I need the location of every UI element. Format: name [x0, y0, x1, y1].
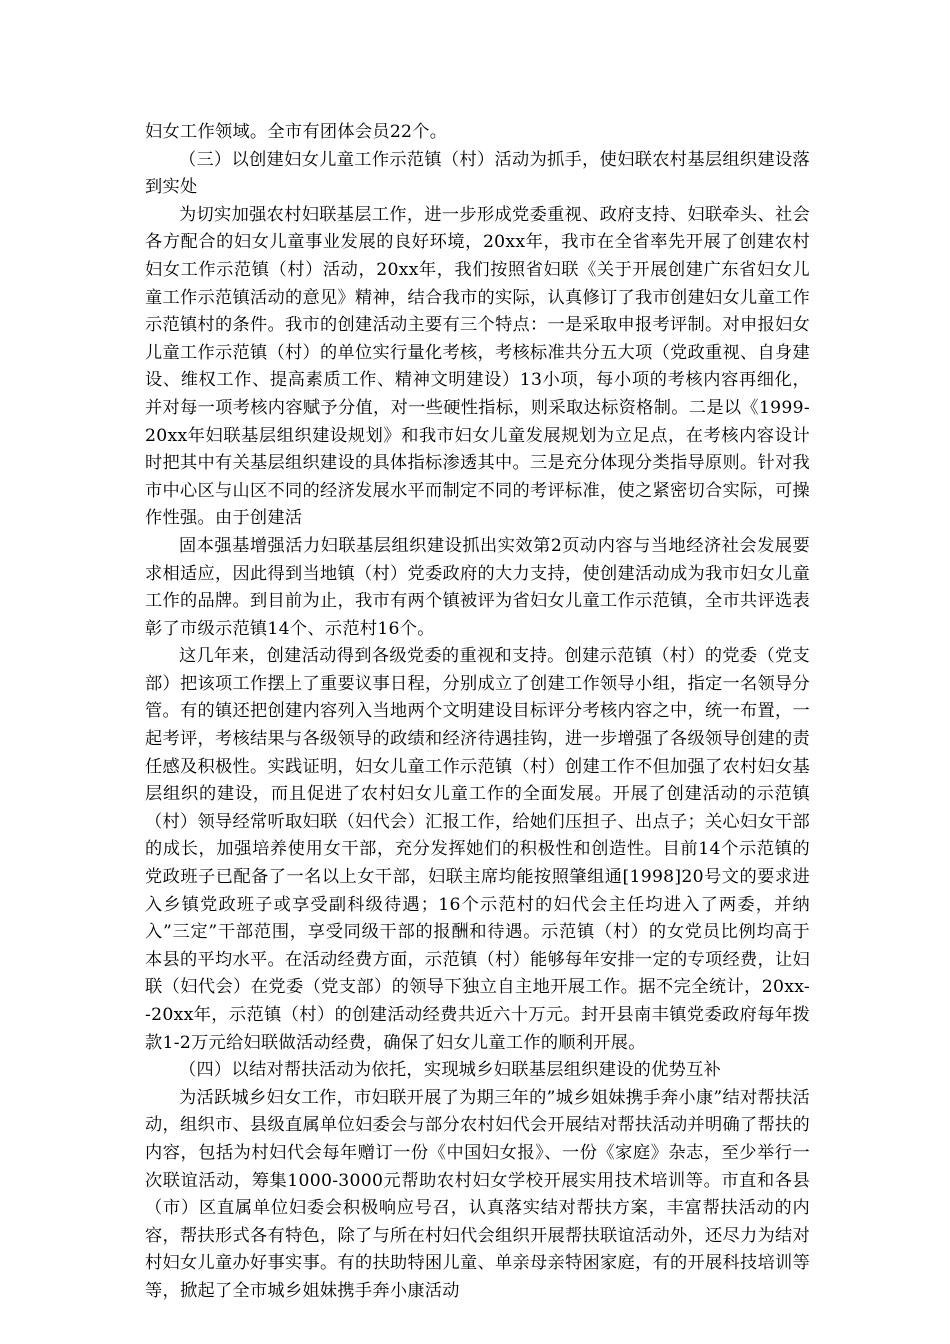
section-heading-four: （四）以结对帮扶活动为依托，实现城乡妇联基层组织建设的优势互补 [179, 1060, 722, 1081]
paragraph-continuation: 妇女工作领域。全市有团体会员22个。 [145, 122, 448, 142]
paragraph-body: 为活跃城乡妇女工作，市妇联开展了为期三年的”城乡姐妹携手奔小康”结对帮扶活动，组织市、县级直属单位妇委会与部分农村妇代会开展结对帮扶活动并明确了帮扶的内容，包括为村妇代会每年赠订一份《中国妇女报》、一份《家庭》杂志，至少举行一次联谊活动，筹集1000-3000元帮助农村妇女学校开展实用技术培训等。市直和各县（市）区直属单位妇委会积极响应号召，认真落实结对帮扶方案，丰富帮扶活动的内容，帮扶形式各有特色，除了与所在村妇代会组织开展帮扶联谊活动外，还尽力为结对村妇女儿童办好事实事。有的扶助特困儿童、单亲母亲特困家庭，有的开展科技培训等等，掀起了全市城乡姐妹携手奔小康活动 [145, 1087, 810, 1301]
document-page [145, 119, 810, 1306]
paragraph-body: 为切实加强农村妇联基层工作，进一步形成党委重视、政府支持、妇联牵头、社会各方配合的妇女儿童事业发展的良好环境，20xx年，我市在全省率先开展了创建农村妇女工作示范镇（村）活动，20xx年，我们按照省妇联《关于开展创建广东省妇女儿童工作示范镇活动的意见》精神，结合我市的实际，认真修订了我市创建妇女儿童工作示范镇村的条件。我市的创建活动主要有三个特点：一是采取申报考评制。对申报妇女儿童工作示范镇（村）的单位实行量化考核，考核标准共分五大项（党政重视、自身建设、维权工作、提高素质工作、精神文明建设）13小项，每小项的考核内容再细化，并对每一项考核内容赋予分值，对一些硬性指标，则采取达标资格制。二是以《1999-20xx年妇联基层组织建设规划》和我市妇女儿童发展规划为立足点，在考核内容设计时把其中有关基层组织建设的具体指标渗透其中。三是充分体现分类指导原则。针对我市中心区与山区不同的经济发展水平而制定不同的考评标准，使之紧密切合实际，可操作性强。由于创建活 [145, 204, 810, 529]
paragraph-body: 固本强基增强活力妇联基层组织建设抓出实效第2页动内容与当地经济社会发展要求相适应，因此得到当地镇（村）党委政府的大力支持，使创建活动成为我市妇女儿童工作的品牌。到目前为止，我市有两个镇被评为省妇女儿童工作示范镇，全市共评选表彰了市级示范镇14个、示范村16个。 [145, 535, 810, 639]
section-heading-three: （三）以创建妇女儿童工作示范镇（村）活动为抓手，使妇联农村基层组织建设落到实处 [145, 149, 810, 198]
paragraph-body: 这几年来，创建活动得到各级党委的重视和支持。创建示范镇（村）的党委（党支部）把该项工作摆上了重要议事日程，分别成立了创建工作领导小组，指定一名领导分管。有的镇还把创建内容列入当地两个文明建设目标评分考核内容之中，统一布置，一起考评，考核结果与各级领导的政绩和经济待遇挂钩，进一步增强了各级领导创建的责任感及积极性。实践证明，妇女儿童工作示范镇（村）创建工作不但加强了农村妇女基层组织的建设，而且促进了农村妇女儿童工作的全面发展。开展了创建活动的示范镇（村）领导经常听取妇联（妇代会）汇报工作，给她们压担子、出点子；关心妇女干部的成长，加强培养使用女干部，充分发挥她们的积极性和创造性。目前14个示范镇的党政班子已配备了一名以上女干部，妇联主席均能按照肇组通[1998]20号文的要求进入乡镇党政班子或享受副科级待遇；16个示范村的妇代会主任均进入了两委，并纳入”三定”干部范围，享受同级干部的报酬和待遇。示范镇（村）的女党员比例均高于本县的平均水平。在活动经费方面，示范镇（村）能够每年安排一定的专项经费，让妇联（妇代会）在党委（党支部）的领导下独立自主地开展工作。据不完全统计，20xx--20xx年，示范镇（村）的创建活动经费共近六十万元。封开县南丰镇党委政府每年拨款1-2万元给妇联做活动经费，确保了妇女儿童工作的顺利开展。 [145, 646, 810, 1053]
